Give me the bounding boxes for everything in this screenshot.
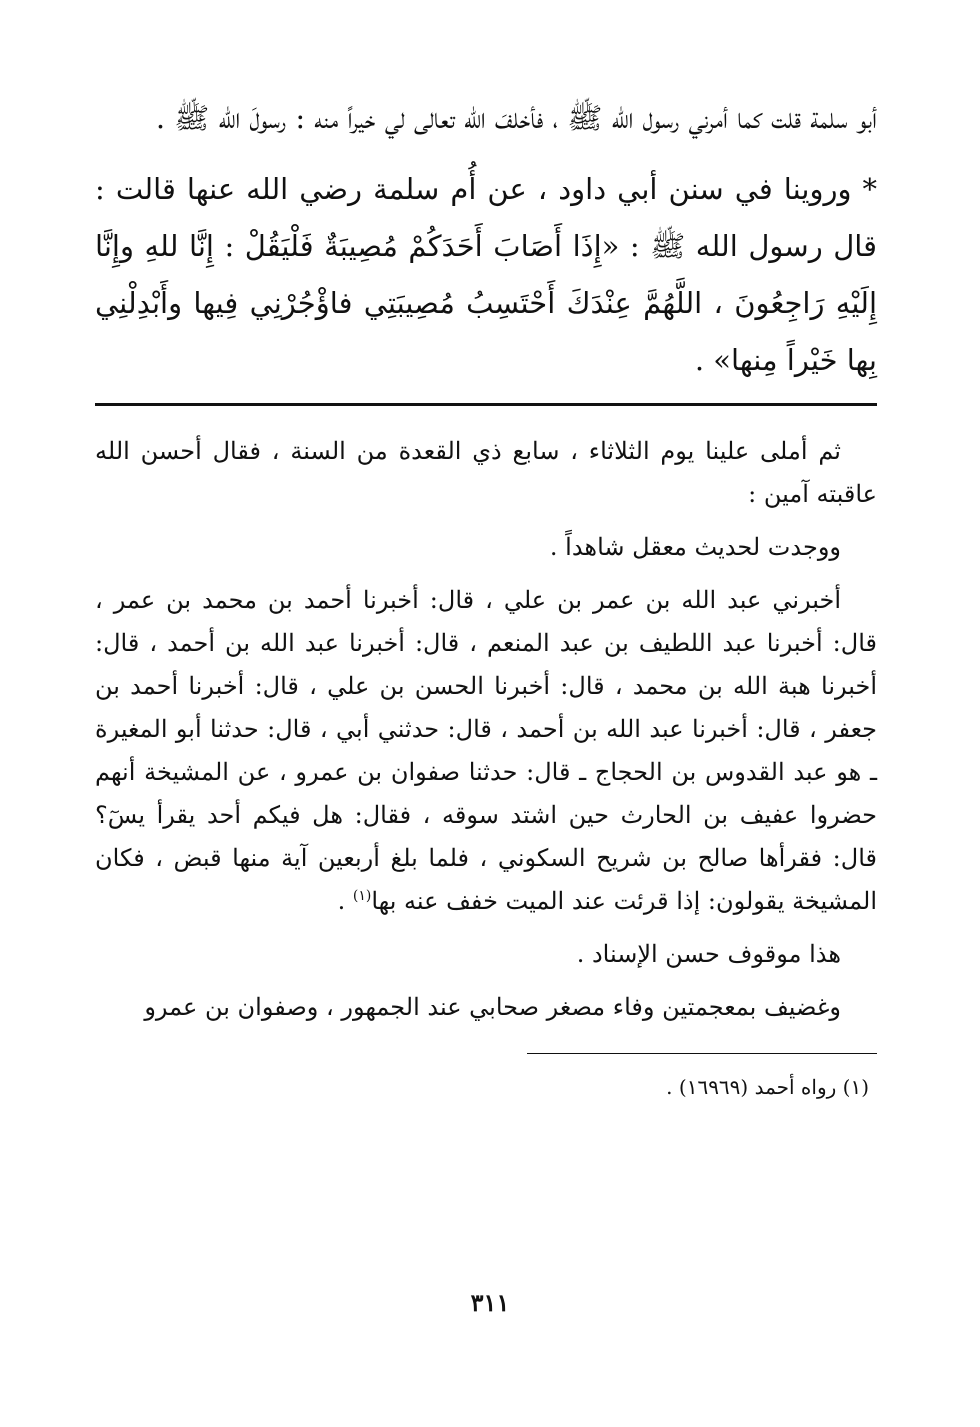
book-page (95, 90, 877, 1102)
isnad-end: . (337, 887, 353, 915)
upper-section (95, 90, 877, 389)
lower-paragraph-4: هذا موقوف حسن الإسناد . (576, 940, 841, 968)
footnote-rule (527, 1053, 877, 1054)
isnad-text: أخبرني عبد الله بن عمر بن علي ، قال: أخبرنا أحمد بن محمد بن عمر ، قال: أخبرنا عبد اللطيف بن عبد المنعم ، قال: أخبرنا عبد الله بن أحمد ، قال: أخبرنا هبة الله بن محمد ، قال: أخبرنا الحسن بن علي ، قال: أخبرنا أحمد بن جعفر ، قال: أخبرنا عبد الله بن أحمد ، قال: حدثني أبي ، قال: حدثنا أبو المغيرة ـ هو عبد القدوس بن الحجاج ـ قال: حدثنا صفوان بن عمرو ، عن المشيخة أنهم حضروا عفيف بن الحارث حين اشتد سوقه ، فقال: هل فيكم أحد يقرأ يسٓ؟ قال: فقرأها صالح بن شريح السكوني ، فلما بلغ أربعين آية منها قبض ، فكان المشيخة يقولون: إذا قرئت عند الميت خفف عنه بها (95, 586, 878, 915)
section-divider (95, 403, 877, 406)
lower-section (95, 430, 877, 1029)
lower-paragraph-5: وغضيف بمعجمتين وفاء مصغر صحابي عند الجمهور ، وصفوان بن عمرو (144, 993, 841, 1021)
upper-paragraph-1: أبو سلمة قلت كما أمرني رسول الله ﷺ ، فأخلفَ الله تعالى لي خيراً منه : رسولَ الله ﷺ . (155, 101, 877, 135)
footnote-reference[interactable]: (١) (352, 888, 372, 904)
lower-paragraph-3 (95, 579, 877, 923)
page-number: ٣١١ (470, 1288, 510, 1317)
lower-paragraph-1: ثم أملى علينا يوم الثلاثاء ، سابع ذي القعدة من السنة ، فقال أحسن الله عاقبته آمين : (95, 437, 877, 508)
upper-paragraph-2: * وروينا في سنن أبي داود ، عن أُم سلمة رضي الله عنها قالت : قال رسول الله ﷺ : «إِذَا أَصَابَ أَحَدَكُمْ مُصِيبَةٌ فَلْيَقُلْ : إِنَّا للهِ وإِنَّا إِلَيْهِ رَاجِعُونَ ، اللَّهُمَّ عِنْدَكَ أَحْتَسِبُ مُصِيبَتِي فاؤْجُرْنِي فِيها وأَبْدِلْنِي بِها خَيْراً مِنها» . (95, 172, 877, 377)
footnote: (١) رواه أحمد (١٦٩٦٩) . (666, 1075, 869, 1099)
lower-paragraph-2: ووجدت لحديث معقل شاهداً . (549, 533, 841, 561)
